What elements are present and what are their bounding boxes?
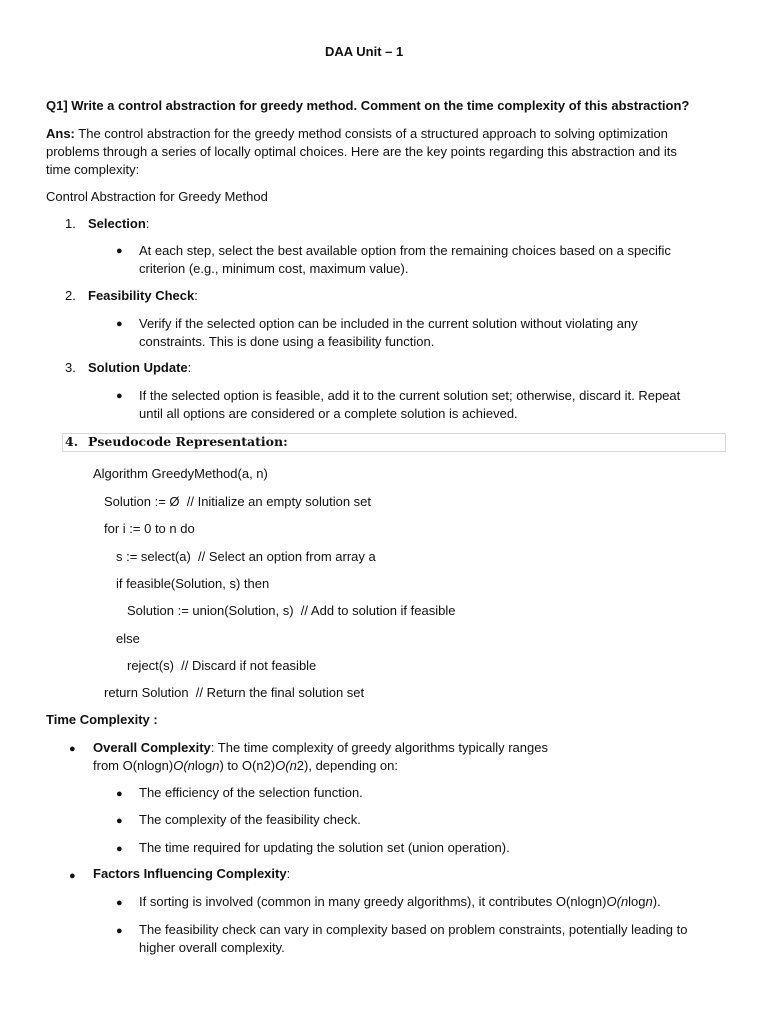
factors-text: n)	[594, 894, 607, 909]
pseudocode-heading: Pseudocode Representation:	[88, 434, 288, 449]
bullet-icon: ●	[116, 815, 123, 827]
step-detail	[139, 387, 739, 423]
code-line: else	[116, 631, 140, 646]
factors-math: n	[620, 894, 629, 909]
answer-line: problems through a series of locally optimal choices. Here are the key points regarding this abstraction and its	[46, 144, 677, 159]
overall-bullet: The time required for updating the solution set (union operation).	[139, 840, 510, 855]
overall-bullet: The complexity of the feasibility check.	[139, 812, 361, 827]
answer-label: Ans:	[46, 126, 75, 141]
answer-paragraph	[46, 125, 746, 179]
factors-line: higher overall complexity.	[139, 940, 285, 955]
factors-text: If sorting is involved (common in many greedy algorithms), it contributes O(nlog	[139, 894, 595, 909]
step-title: Solution Update:	[88, 360, 192, 375]
code-line: for i := 0 to n do	[104, 521, 195, 536]
code-line: if feasible(Solution, s) then	[116, 576, 270, 591]
factors-math: log	[628, 894, 646, 909]
code-line: reject(s) // Discard if not feasible	[127, 658, 317, 673]
factors-sorting	[139, 894, 661, 909]
complexity-math: O(	[173, 758, 188, 773]
step-title-text: Solution Update	[88, 360, 188, 375]
complexity-math: O(	[275, 758, 290, 773]
complexity-text: 2), depending on:	[296, 758, 398, 773]
page-title: DAA Unit – 1	[325, 44, 404, 59]
code-line: Solution := Ø // Initialize an empty solution set	[104, 494, 372, 509]
bullet-icon: ●	[116, 788, 123, 800]
complexity-math: n	[289, 758, 297, 773]
step-detail-line: If the selected option is feasible, add it to the current solution set; otherwise, discard it. Repeat	[139, 388, 681, 403]
complexity-text: ) to O(n2)	[219, 758, 276, 773]
step-title-text: Feasibility Check	[88, 288, 195, 303]
step-detail-line: Verify if the selected option can be included in the current solution without violating any	[139, 316, 638, 331]
bullet-icon: ●	[116, 390, 123, 402]
step-detail-line: until all options are considered or a complete solution is achieved.	[139, 406, 518, 421]
complexity-math: n	[212, 758, 220, 773]
bullet-icon: ●	[69, 870, 76, 882]
step-detail	[139, 315, 739, 351]
question-text: Q1] Write a control abstraction for greedy method. Comment on the time complexity of this abstraction?	[46, 98, 690, 113]
answer-line: The control abstraction for the greedy method consists of a structured approach to solving optimization	[74, 126, 668, 141]
step-number: 2.	[65, 288, 76, 303]
complexity-text: n)	[161, 758, 174, 773]
bullet-icon: ●	[116, 245, 123, 257]
factors-feasibility	[139, 921, 739, 957]
code-line: Solution := union(Solution, s) // Add to solution if feasible	[127, 603, 456, 618]
complexity-math: log	[194, 758, 213, 773]
step-detail	[139, 242, 739, 278]
step-title: Feasibility Check:	[88, 288, 198, 303]
step-title-text: Selection	[88, 216, 146, 231]
step-detail-line: At each step, select the best available option from the remaining choices based on a specific	[139, 243, 671, 258]
factors-heading	[93, 866, 290, 881]
factors-line: The feasibility check can vary in complexity based on problem constraints, potentially leading to	[139, 922, 688, 937]
answer-line: time complexity:	[46, 162, 140, 177]
code-line: s := select(a) // Select an option from array a	[116, 549, 376, 564]
step-number: 4.	[65, 434, 79, 449]
code-line: return Solution // Return the final solution set	[104, 685, 365, 700]
step-number: 3.	[65, 360, 76, 375]
factors-colon: :	[286, 866, 291, 881]
complexity-math: n	[187, 758, 195, 773]
overall-complexity-text: : The time complexity of greedy algorithms typically ranges	[210, 740, 548, 755]
complexity-text: from O(nlog	[93, 758, 162, 773]
factors-math: n	[645, 894, 653, 909]
code-line: Algorithm GreedyMethod(a, n)	[93, 466, 268, 481]
time-complexity-heading: Time Complexity :	[46, 712, 158, 727]
overall-complexity	[93, 739, 733, 775]
factors-text: ).	[652, 894, 661, 909]
bullet-icon: ●	[116, 925, 123, 937]
bullet-icon: ●	[116, 897, 123, 909]
step-detail-line: criterion (e.g., minimum cost, maximum value).	[139, 261, 409, 276]
section-heading: Control Abstraction for Greedy Method	[46, 189, 268, 204]
factors-title: Factors Influencing Complexity	[93, 866, 287, 881]
bullet-icon: ●	[69, 743, 76, 755]
bullet-icon: ●	[116, 318, 123, 330]
step-detail-line: constraints. This is done using a feasibility function.	[139, 334, 435, 349]
factors-math: O(	[606, 894, 621, 909]
step-number: 1.	[65, 216, 76, 231]
step-title: Selection:	[88, 216, 150, 231]
overall-bullet: The efficiency of the selection function.	[139, 785, 363, 800]
overall-complexity-title: Overall Complexity	[93, 740, 211, 755]
bullet-icon: ●	[116, 843, 123, 855]
